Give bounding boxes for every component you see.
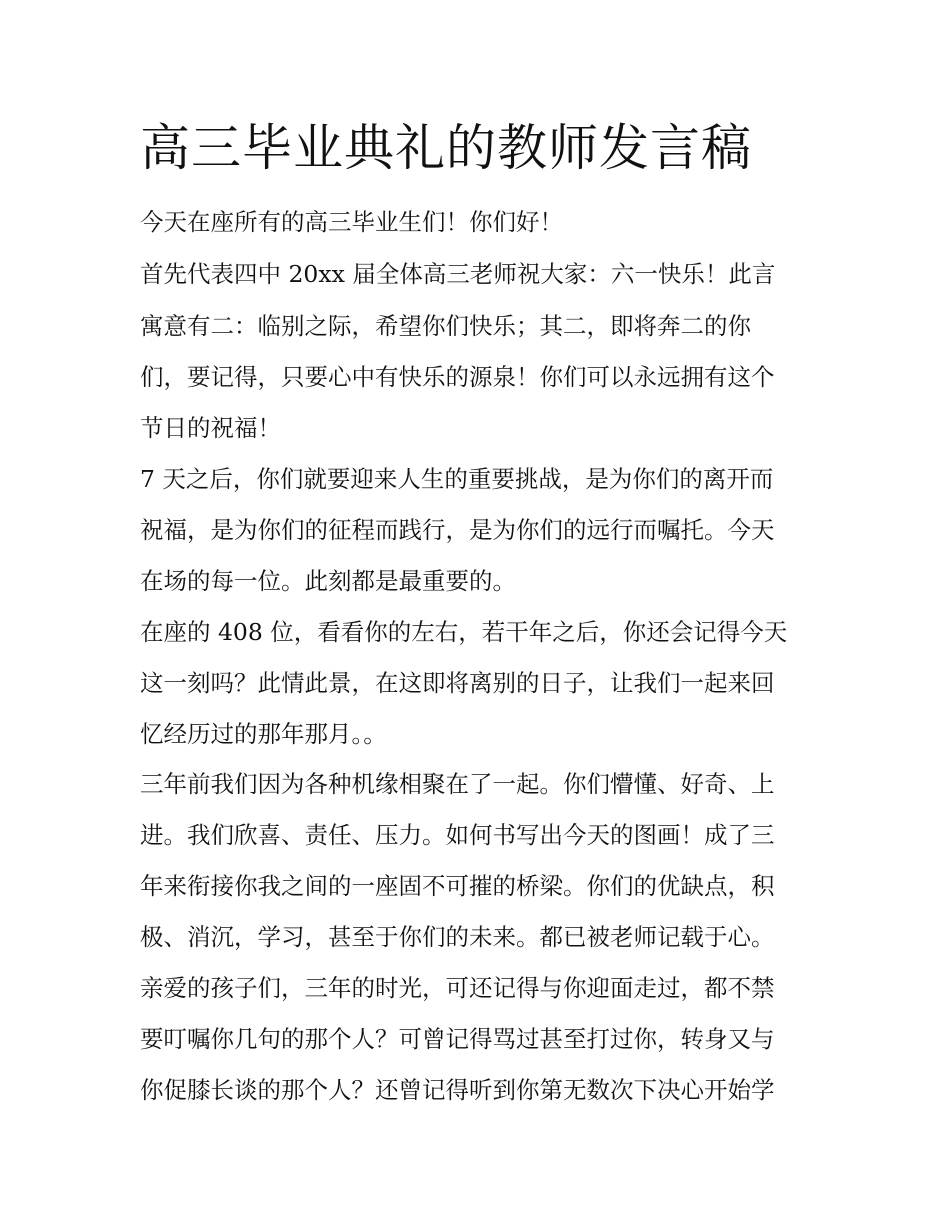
text-line: 祝福，是为你们的征程而践行，是为你们的远行而嘱托。今天 <box>140 516 775 544</box>
text-line: 在座的 408 位，看看你的左右，若干年之后，你还会记得今天 <box>140 618 788 646</box>
document-title: 高三毕业典礼的教师发言稿 <box>140 119 752 177</box>
text-line: 年来衔接你我之间的一座固不可摧的桥梁。你们的优缺点，积 <box>140 872 775 900</box>
text-line: 在场的每一位。此刻都是最重要的。 <box>140 567 516 595</box>
text-line: 节日的祝福！ <box>140 414 281 442</box>
text-line: 寓意有二：临别之际，希望你们快乐；其二，即将奔二的你 <box>140 312 751 340</box>
text-line: 要叮嘱你几句的那个人？可曾记得骂过甚至打过你，转身又与 <box>140 1025 775 1053</box>
text-line: 7 天之后，你们就要迎来人生的重要挑战，是为你们的离开而 <box>140 465 774 493</box>
text-line: 极、消沉，学习，甚至于你们的未来。都已被老师记载于心。 <box>140 923 775 951</box>
text-line: 亲爱的孩子们，三年的时光，可还记得与你迎面走过，都不禁 <box>140 974 775 1002</box>
text-line: 这一刻吗？此情此景，在这即将离别的日子，让我们一起来回 <box>140 669 775 697</box>
text-line: 首先代表四中 20xx 届全体高三老师祝大家：六一快乐！此言 <box>140 260 776 288</box>
text-line: 忆经历过的那年那月。。 <box>140 720 387 748</box>
text-line: 进。我们欣喜、责任、压力。如何书写出今天的图画！成了三 <box>140 821 775 849</box>
text-line: 你促膝长谈的那个人？还曾记得听到你第无数次下决心开始学 <box>140 1076 775 1104</box>
text-line: 们，要记得，只要心中有快乐的源泉！你们可以永远拥有这个 <box>140 363 775 391</box>
text-line: 今天在座所有的高三毕业生们！你们好！ <box>140 208 563 236</box>
text-line: 三年前我们因为各种机缘相聚在了一起。你们懵懂、好奇、上 <box>140 770 775 798</box>
